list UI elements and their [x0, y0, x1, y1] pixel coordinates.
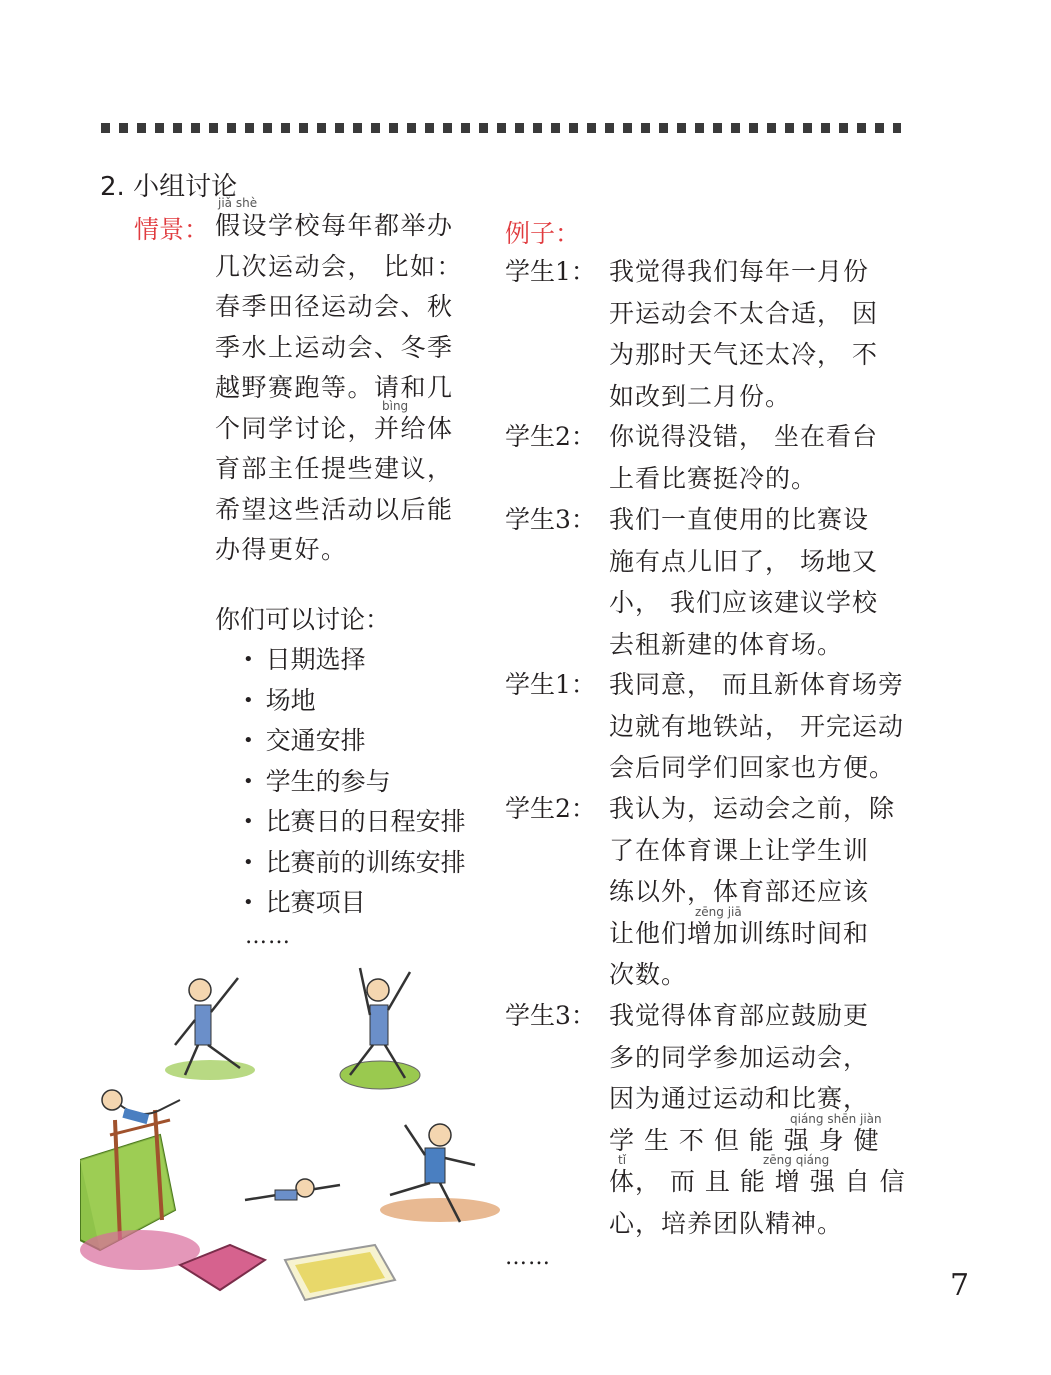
dialog-line: 因为通过运动和比赛，	[609, 1084, 870, 1113]
dialog-line: 会后同学们回家也方便。	[609, 753, 896, 782]
topic-item: • 学生的参与	[243, 762, 466, 803]
dialog-text	[609, 416, 909, 499]
speaker-label: 学生2：	[505, 422, 596, 451]
dialog-text	[609, 788, 909, 996]
dialog-text	[609, 499, 909, 665]
topic-item: • 日期选择	[243, 640, 466, 681]
sports-illustration	[80, 960, 500, 1310]
pinyin-ti: tǐ	[618, 1153, 627, 1167]
scenario-line: 个同学讨论，并给体	[215, 413, 454, 443]
topic-item: • 场地	[243, 681, 466, 722]
dialog-line: 我觉得体育部应鼓励更	[609, 1001, 870, 1030]
scenario-line: 办得更好。	[215, 535, 348, 564]
topic-item: • 比赛项目	[243, 883, 466, 924]
scenario-label: 情景：	[134, 215, 210, 244]
pinyin-zengjia: zēng jiā	[695, 905, 742, 919]
dialog-line: 边就有地铁站， 开完运动	[609, 711, 904, 741]
dialog-line: 练以外，体育部还应该	[609, 877, 870, 906]
speaker-label: 学生3：	[505, 505, 596, 534]
scenario-line: 春季田径运动会、秋	[215, 292, 454, 321]
dialog-line: 了在体育课上让学生训	[609, 835, 870, 865]
speaker-label: 学生3：	[505, 1001, 596, 1030]
scenario-line: 希望这些活动以后能	[215, 494, 454, 524]
dialog-text	[609, 251, 909, 417]
dialog-line: 去租新建的体育场。	[609, 629, 844, 659]
section-heading: 2. 小组讨论	[100, 172, 238, 202]
dialog-line: 开运动会不太合适， 因	[609, 298, 878, 328]
dialog-line: 多的同学参加运动会，	[609, 1042, 870, 1072]
dialog-line: 我同意， 而且新体育场旁	[609, 670, 904, 699]
scenario-line: 几次运动会， 比如：	[215, 251, 463, 281]
discuss-intro: 你们可以讨论：	[215, 605, 391, 634]
dialog-line: 让他们增加训练时间和	[609, 918, 870, 948]
dialog-line: 体， 而 且 能 增 强 自 信	[609, 1167, 906, 1196]
speaker-label: 学生2：	[505, 794, 596, 823]
dialog-line: 我们一直使用的比赛设	[609, 505, 870, 534]
dialog-line: 我觉得我们每年一月份	[609, 257, 870, 286]
dialog-line: 如改到二月份。	[609, 381, 792, 411]
pinyin-zengqiang: zēng qiáng	[763, 1153, 830, 1167]
dialog-line: 你说得没错， 坐在看台	[609, 422, 878, 451]
scenario-text	[215, 206, 475, 571]
pinyin-qiangshenjian: qiáng shēn jiàn	[790, 1112, 882, 1126]
dialog-line: 施有点儿旧了， 场地又	[609, 546, 878, 576]
pinyin-bing: bìng	[382, 399, 409, 413]
scenario-line: 越野赛跑等。请和几	[215, 373, 454, 402]
dialog-line: 心，培养团队精神。	[609, 1208, 844, 1238]
dotted-divider	[101, 123, 901, 133]
topic-list	[243, 640, 466, 924]
dialog-line: 小， 我们应该建议学校	[609, 588, 878, 617]
topic-item: • 交通安排	[243, 721, 466, 762]
dialog-line: 我认为，运动会之前，除	[609, 794, 896, 823]
scenario-line: 育部主任提些建议，	[215, 454, 454, 483]
speaker-label: 学生1：	[505, 257, 596, 286]
example-ellipsis: ……	[505, 1245, 551, 1270]
speaker-label: 学生1：	[505, 670, 596, 699]
topic-item: • 比赛前的训练安排	[243, 843, 466, 884]
dialog-line: 上看比赛挺冷的。	[609, 463, 818, 493]
dialog-line: 学 生 不 但 能 强 身 健	[609, 1125, 880, 1155]
topic-item: • 比赛日的日程安排	[243, 802, 466, 843]
topics-ellipsis: ……	[245, 924, 291, 949]
scenario-line: 假设学校每年都举办	[215, 211, 454, 240]
scenario-line: 季水上运动会、冬季	[215, 332, 454, 362]
dialog-text	[609, 664, 909, 789]
dialog-line: 为那时天气还太冷， 不	[609, 340, 878, 369]
example-label: 例子：	[505, 219, 581, 248]
page-number: 7	[950, 1268, 970, 1303]
pinyin-jiashe: jiǎ shè	[218, 196, 258, 210]
dialog-line: 次数。	[609, 960, 688, 989]
